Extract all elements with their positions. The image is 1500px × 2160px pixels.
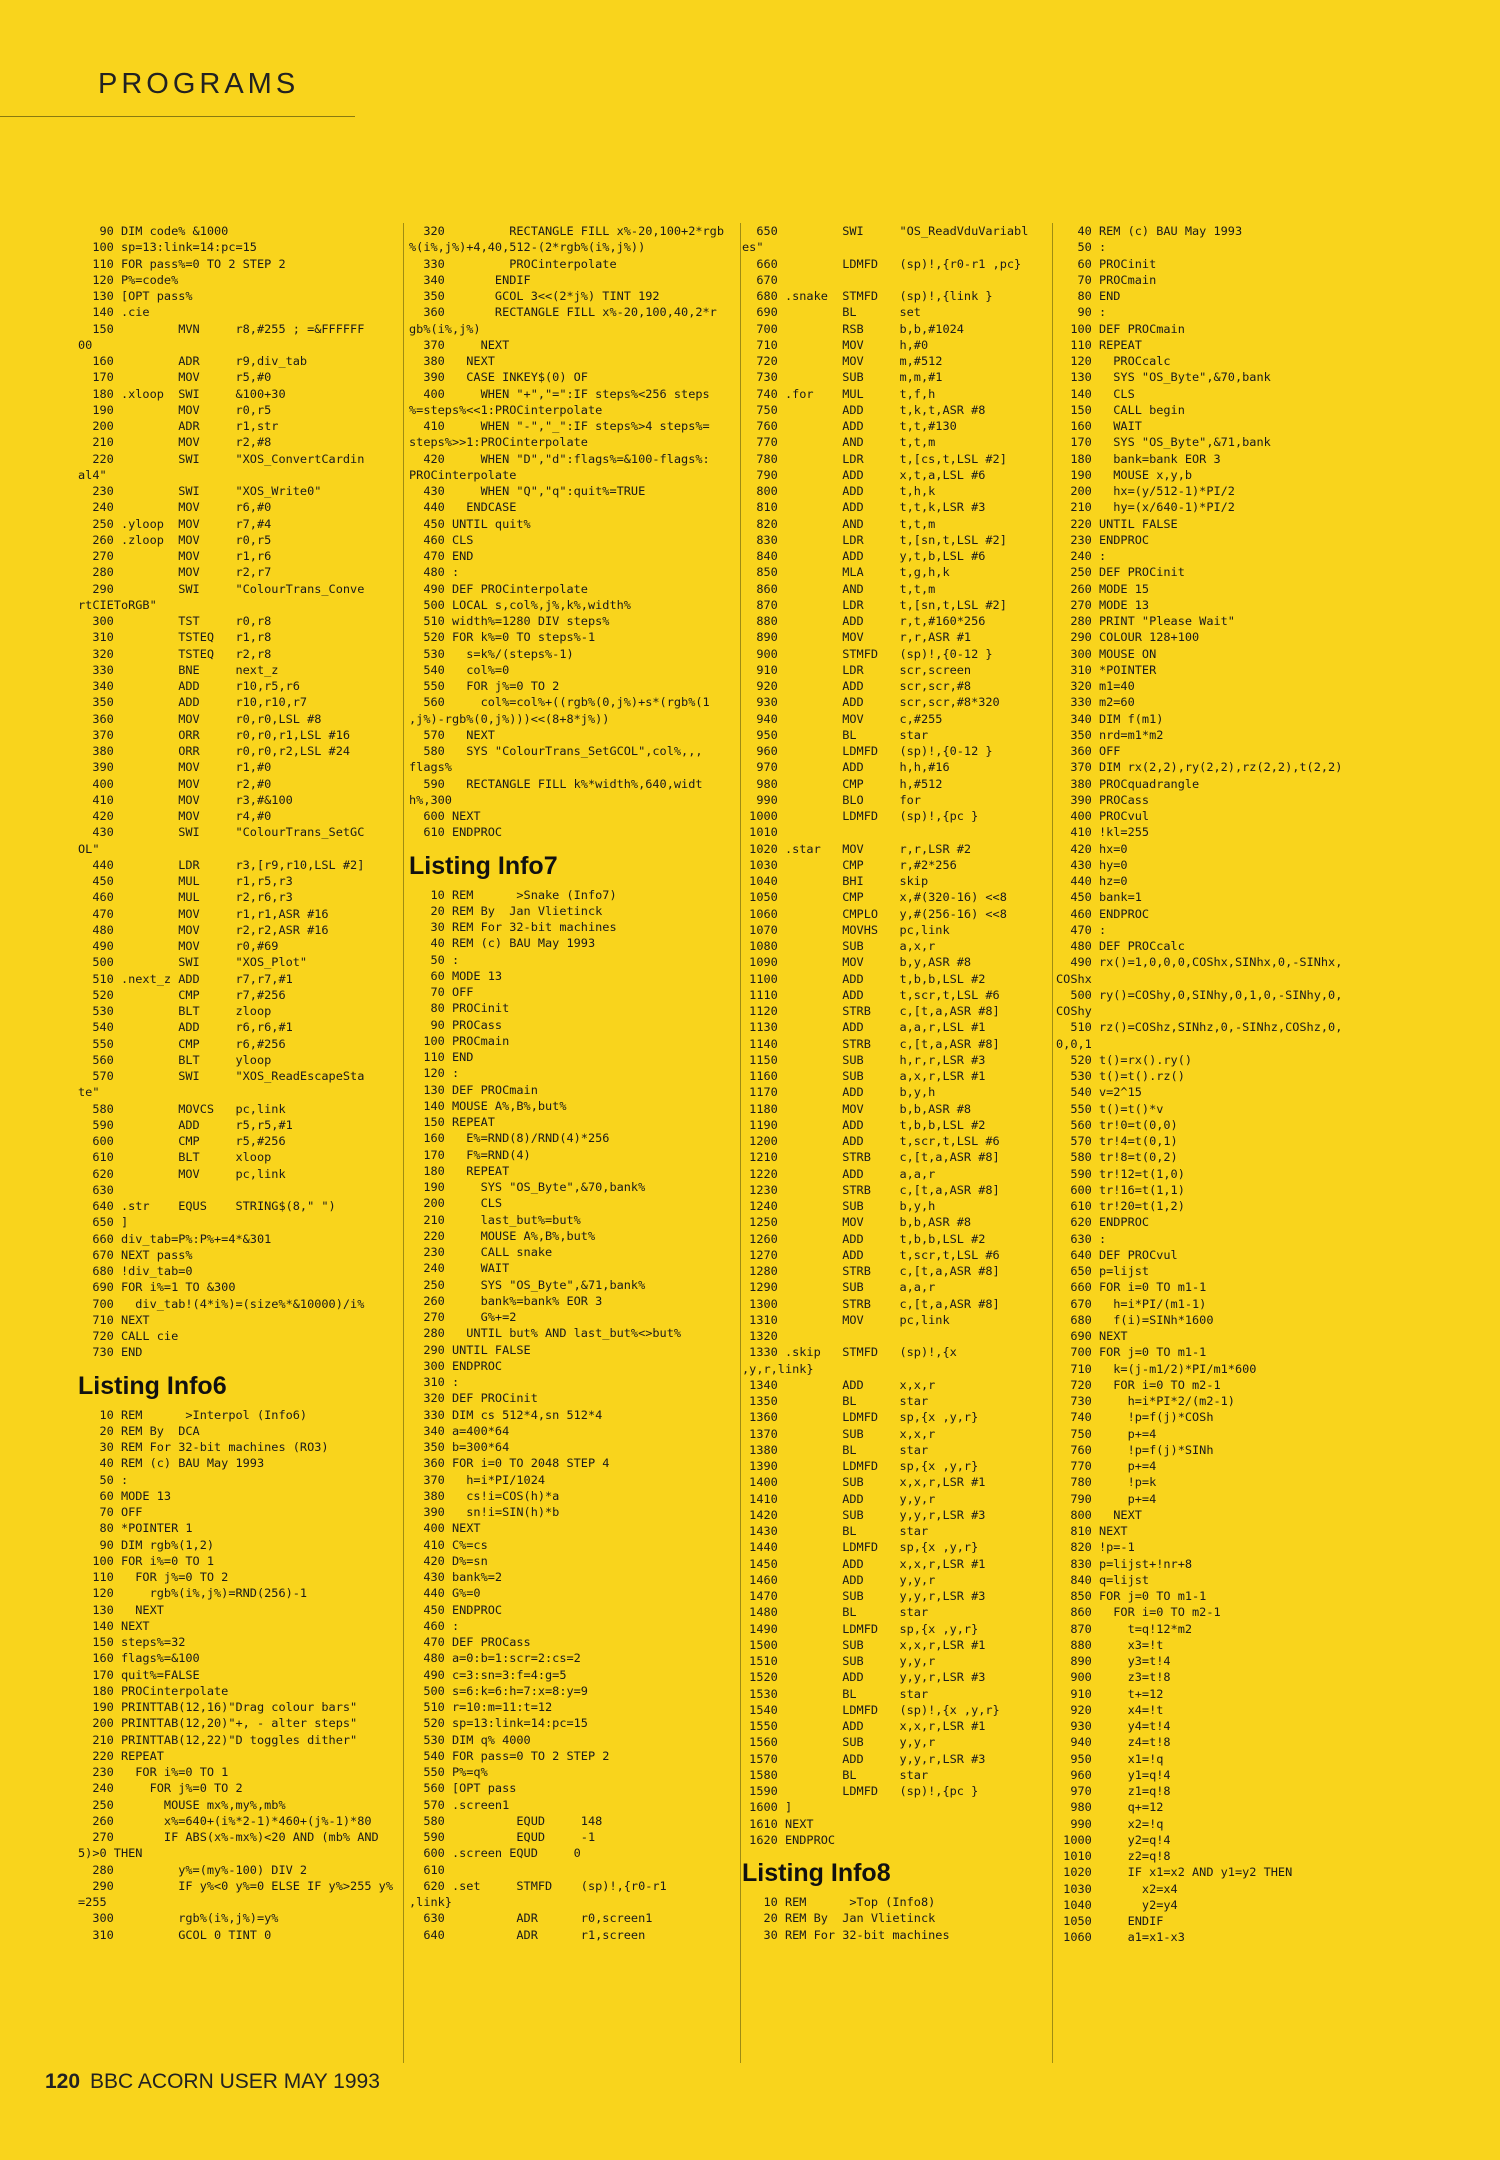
column-divider (403, 223, 404, 2063)
page-number: 120 (45, 2070, 81, 2093)
listing-code: 10 REM >Top (Info8) 20 REM By Jan Vlietinck 30 REM For 32-bit machines (763, 1895, 950, 1942)
listing-code: 650 SWI "OS_ReadVduVariabl es" 660 LDMFD (sp)!,{r0-r1 ,pc} 670 680 .snake STMFD (sp)!,{link } 690 BL set 700 RSB b,b,#1024 710 MOV h,#0 720 MOV m,#512 730 SUB m,m,#1 740 .for MUL t,f,h 750 ADD t,k,t,ASR #8 760 ADD t,t,#130 770 AND t,t,m 780 LDR t,[cs,t,LSL #2] 790 ADD x,t,a,LSL #6 800 ADD t,h,k 810 ADD t,t,k,LSR #3 820 AND t,t,m 830 LDR t,[sn,t,LSL #2] 840 ADD y,t,b,LSL #6 850 MLA t,g,h,k 860 AND t,t,m 870 LDR t,[sn,t,LSL #2] 880 ADD r,t,#160*256 890 MOV r,r,ASR #1 900 STMFD (sp)!,{0-12 } 910 LDR scr,screen 920 ADD scr,scr,#8 930 ADD scr,scr,#8*320 940 MOV c,#255 950 BL star 960 LDMFD (sp)!,{0-12 } 970 ADD h,h,#16 980 CMP h,#512 990 BLO for 1000 LDMFD (sp)!,{pc } 1010 1020 .star MOV r,r,LSR #2 1030 CMP r,#2*256 1040 BHI skip 1050 CMP x,#(320-16) <<8 1060 CMPLO y,#(256-16) <<8 1070 MOVHS pc,link 1080 SUB a,x,r 1090 MOV b,y,ASR #8 1100 ADD t,b,b,LSL #2 1110 ADD t,scr,t,LSL #6 1120 STRB c,[t,a,ASR #8] 1130 ADD a,a,r,LSL #1 1140 STRB c,[t,a,ASR #8] 1150 SUB h,r,r,LSR #3 1160 SUB a,x,r,LSR #1 1170 ADD b,y,h 1180 MOV b,b,ASR #8 1190 ADD t,b,b,LSL #2 1200 ADD t,scr,t,LSL #6 1210 STRB c,[t,a,ASR #8] 1220 ADD a,a,r 1230 STRB c,[t,a,ASR #8] 1240 SUB b,y,h 1250 MOV b,b,ASR #8 1260 ADD t,b,b,LSL #2 1270 ADD t,scr,t,LSL #6 1280 STRB c,[t,a,ASR #8] 1290 SUB a,a,r 1300 STRB c,[t,a,ASR #8] 1310 MOV pc,link 1320 1330 .skip STMFD (sp)!,{x ,y,r,link} 1340 ADD x,x,r 1350 BL star 1360 LDMFD sp,{x ,y,r} 1370 SUB x,x,r 1380 BL star 1390 LDMFD sp,{x ,y,r} 1400 SUB x,x,r,LSR #1 1410 ADD y,y,r 1420 SUB y,y,r,LSR #3 1430 BL star 1440 LDMFD sp,{x ,y,r} 1450 ADD x,x,r,LSR #1 1460 ADD y,y,r 1470 SUB y,y,r,LSR #3 1480 BL star 1490 LDMFD sp,{x ,y,r} 1500 SUB x,x,r,LSR #1 1510 SUB y,y,r 1520 ADD y,y,r,LSR #3 1530 BL star 1540 LDMFD (sp)!,{x ,y,r} 1550 ADD x,x,r,LSR #1 1560 SUB y,y,r 1570 ADD y,y,r,LSR #3 1580 BL star 1590 LDMFD (sp)!,{pc } 1600 ] 1610 NEXT 1620 ENDPROC (742, 224, 1029, 1847)
listing-heading: Listing Info8 (742, 1859, 891, 1887)
listing-code: 90 DIM code% &1000 100 sp=13:link=14:pc=15 110 FOR pass%=0 TO 2 STEP 2 120 P%=code% 130 [OPT pass% 140 .cie 150 MVN r8,#255 ; =&FFFFFF 00 160 ADR r9,div_tab 170 MOV r5,#0 180 .xloop SWI &100+30 190 MOV r0,r5 200 ADR r1,str 210 MOV r2,#8 220 SWI "XOS_ConvertCardin al4" 230 SWI "XOS_Write0" 240 MOV r6,#0 250 .yloop MOV r7,#4 260 .zloop MOV r0,r5 270 MOV r1,r6 280 MOV r2,r7 290 SWI "ColourTrans_Conve rtCIEToRGB" 300 TST r0,r8 310 TSTEQ r1,r8 320 TSTEQ r2,r8 330 BNE next_z 340 ADD r10,r5,r6 350 ADD r10,r10,r7 360 MOV r0,r0,LSL #8 370 ORR r0,r0,r1,LSL #16 380 ORR r0,r0,r2,LSL #24 390 MOV r1,#0 400 MOV r2,#0 410 MOV r3,#&100 420 MOV r4,#0 430 SWI "ColourTrans_SetGC OL" 440 LDR r3,[r9,r10,LSL #2] 450 MUL r1,r5,r3 460 MUL r2,r6,r3 470 MOV r1,r1,ASR #16 480 MOV r2,r2,ASR #16 490 MOV r0,#69 500 SWI "XOS_Plot" 510 .next_z ADD r7,r7,#1 520 CMP r7,#256 530 BLT zloop 540 ADD r6,r6,#1 550 CMP r6,#256 560 BLT yloop 570 SWI "XOS_ReadEscapeSta te" 580 MOVCS pc,link 590 ADD r5,r5,#1 600 CMP r5,#256 610 BLT xloop 620 MOV pc,link 630 640 .str EQUS STRING$(8," ") 650 ] 660 div_tab=P%:P%+=4*&301 670 NEXT pass% 680 !div_tab=0 690 FOR i%=1 TO &300 700 div_tab!(4*i%)=(size%*&10000)/i% 710 NEXT 720 CALL cie 730 END (78, 224, 365, 1360)
column-1 (78, 223, 400, 2073)
column-divider (1052, 223, 1053, 2063)
listing-code: 40 REM (c) BAU May 1993 50 : 60 PROCinit 70 PROCmain 80 END 90 : 100 DEF PROCmain 110 REPEAT 120 PROCcalc 130 SYS "OS_Byte",&70,bank 140 CLS 150 CALL begin 160 WAIT 170 SYS "OS_Byte",&71,bank 180 bank=bank EOR 3 190 MOUSE x,y,b 200 hx=(y/512-1)*PI/2 210 hy=(x/640-1)*PI/2 220 UNTIL FALSE 230 ENDPROC 240 : 250 DEF PROCinit 260 MODE 15 270 MODE 13 280 PRINT "Please Wait" 290 COLOUR 128+100 300 MOUSE ON 310 *POINTER 320 m1=40 330 m2=60 340 DIM f(m1) 350 nrd=m1*m2 360 OFF 370 DIM rx(2,2),ry(2,2),rz(2,2),t(2,2) 380 PROCquadrangle 390 PROCass 400 PROCvul 410 !kl=255 420 hx=0 430 hy=0 440 hz=0 450 bank=1 460 ENDPROC 470 : 480 DEF PROCcalc 490 rx()=1,0,0,0,COShx,SINhx,0,-SINhx, COShx 500 ry()=COShy,0,SINhy,0,1,0,-SINhy,0, COShy 510 rz()=COShz,SINhz,0,-SINhz,COShz,0, 0,0,1 520 t()=rx().ry() 530 t()=t().rz() 540 v=2^15 550 t()=t()*v 560 tr!0=t(0,0) 570 tr!4=t(0,1) 580 tr!8=t(0,2) 590 tr!12=t(1,0) 600 tr!16=t(1,1) 610 tr!20=t(1,2) 620 ENDPROC 630 : 640 DEF PROCvul 650 p=lijst 660 FOR i=0 TO m1-1 670 h=i*PI/(m1-1) 680 f(i)=SINh*1600 690 NEXT 700 FOR j=0 TO m1-1 710 k=(j-m1/2)*PI/m1*600 720 FOR i=0 TO m2-1 730 h=i*PI*2/(m2-1) 740 !p=f(j)*COSh 750 p+=4 760 !p=f(j)*SINh 770 p+=4 780 !p=k 790 p+=4 800 NEXT 810 NEXT 820 !p=-1 830 p=lijst+!nr+8 840 q=lijst 850 FOR j=0 TO m1-1 860 FOR i=0 TO m2-1 870 t=q!12*m2 880 x3=!t 890 y3=t!4 900 z3=t!8 910 t+=12 920 x4=!t 930 y4=t!4 940 z4=t!8 950 x1=!q 960 y1=q!4 970 z1=q!8 980 q+=12 990 x2=!q 1000 y2=q!4 1010 z2=q!8 1020 IF x1=x2 AND y1=y2 THEN 1030 x2=x4 1040 y2=y4 1050 ENDIF 1060 a1=x1-x3 (1056, 224, 1343, 1945)
header-rule (0, 116, 355, 117)
publication-name: BBC ACORN USER MAY 1993 (90, 2070, 380, 2093)
column-divider (740, 223, 741, 2063)
listing-code: 320 RECTANGLE FILL x%-20,100+2*rgb %(i%,j%)+4,40,512-(2*rgb%(i%,j%)) 330 PROCinterpolate 340 ENDIF 350 GCOL 3<<(2*j%) TINT 192 360 RECTANGLE FILL x%-20,100,40,2*r gb%(i%,j%) 370 NEXT 380 NEXT 390 CASE INKEY$(0) OF 400 WHEN "+","=":IF steps%<256 steps %=steps%<<1:PROCinterpolate 410 WHEN "-","_":IF steps%>4 steps%= steps%>>1:PROCinterpolate 420 WHEN "D","d":flags%=&100-flags%: PROCinterpolate 430 WHEN "Q","q":quit%=TRUE 440 ENDCASE 450 UNTIL quit% 460 CLS 470 END 480 : 490 DEF PROCinterpolate 500 LOCAL s,col%,j%,k%,width% 510 width%=1280 DIV steps% 520 FOR k%=0 TO steps%-1 530 s=k%/(steps%-1) 540 col%=0 550 FOR j%=0 TO 2 560 col%=col%+((rgb%(0,j%)+s*(rgb%(1 ,j%)-rgb%(0,j%)))<<(8+8*j%)) 570 NEXT 580 SYS "ColourTrans_SetGCOL",col%,,, flags% 590 RECTANGLE FILL k%*width%,640,widt h%,300 600 NEXT 610 ENDPROC (409, 224, 724, 840)
section-header: PROGRAMS (98, 68, 300, 100)
column-4 (1056, 223, 1436, 2073)
listing-code: 10 REM >Snake (Info7) 20 REM By Jan Vlietinck 30 REM For 32-bit machines 40 REM (c) BAU May 1993 50 : 60 MODE 13 70 OFF 80 PROCinit 90 PROCass 100 PROCmain 110 END 120 : 130 DEF PROCmain 140 MOUSE A%,B%,but% 150 REPEAT 160 E%=RND(8)/RND(4)*256 170 F%=RND(4) 180 REPEAT 190 SYS "OS_Byte",&70,bank% 200 CLS 210 last_but%=but% 220 MOUSE A%,B%,but% 230 CALL snake 240 WAIT 250 SYS "OS_Byte",&71,bank% 260 bank%=bank% EOR 3 270 G%+=2 280 UNTIL but% AND last_but%<>but% 290 UNTIL FALSE 300 ENDPROC 310 : 320 DEF PROCinit 330 DIM cs 512*4,sn 512*4 340 a=400*64 350 b=300*64 360 FOR i=0 TO 2048 STEP 4 370 h=i*PI/1024 380 cs!i=COS(h)*a 390 sn!i=SIN(h)*b 400 NEXT 410 C%=cs 420 D%=sn 430 bank%=2 440 G%=0 450 ENDPROC 460 : 470 DEF PROCass 480 a=0:b=1:scr=2:cs=2 490 c=3:sn=3:f=4:g=5 500 s=6:k=6:h=7:x=8:y=9 510 r=10:m=11:t=12 520 sp=13:link=14:pc=15 530 DIM q% 4000 540 FOR pass=0 TO 2 STEP 2 550 P%=q% 560 [OPT pass 570 .screen1 580 EQUD 148 590 EQUD -1 600 .screen EQUD 0 610 620 .set STMFD (sp)!,{r0-r1 ,link} 630 ADR r0,screen1 640 ADR r1,screen (409, 887, 682, 1942)
page-footer (45, 2070, 380, 2094)
column-3 (742, 223, 1050, 2073)
column-2 (409, 223, 738, 2073)
listing-heading: Listing Info7 (409, 851, 558, 880)
listing-heading: Listing Info6 (78, 1371, 227, 1400)
listing-code: 10 REM >Interpol (Info6) 20 REM By DCA 30 REM For 32-bit machines (RO3) 40 REM (c) BAU May 1993 50 : 60 MODE 13 70 OFF 80 *POINTER 1 90 DIM rgb%(1,2) 100 FOR i%=0 TO 1 110 FOR j%=0 TO 2 120 rgb%(i%,j%)=RND(256)-1 130 NEXT 140 NEXT 150 steps%=32 160 flags%=&100 170 quit%=FALSE 180 PROCinterpolate 190 PRINTTAB(12,16)"Drag colour bars" 200 PRINTTAB(12,20)"+, - alter steps" 210 PRINTTAB(12,22)"D toggles dither" 220 REPEAT 230 FOR i%=0 TO 1 240 FOR j%=0 TO 2 250 MOUSE mx%,my%,mb% 260 x%=640+(i%*2-1)*460+(j%-1)*80 270 IF ABS(x%-mx%)<20 AND (mb% AND 5)>0 THEN 280 y%=(my%-100) DIV 2 290 IF y%<0 y%=0 ELSE IF y%>255 y% =255 300 rgb%(i%,j%)=y% 310 GCOL 0 TINT 0 (78, 1407, 393, 1942)
